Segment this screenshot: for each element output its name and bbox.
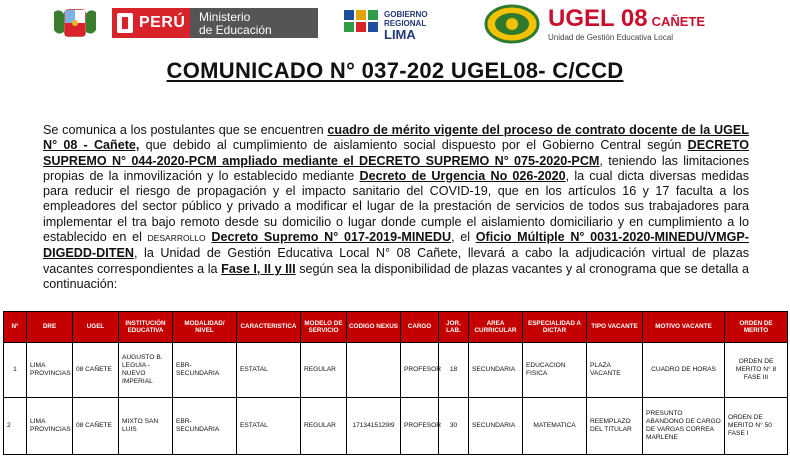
table-cell: 08 CAÑETE [73,398,119,455]
table-row [4,398,788,455]
table-cell: ESTATAL [237,343,301,398]
ugel-name: UGEL 08 [548,5,648,32]
table-cell: 2 [4,398,27,455]
table-cell: MATEMATICA [523,398,587,455]
header-cell: INSTITUCIÓN EDUCATIVA [119,312,173,343]
header-cell: MODALIDAD/ NIVEL [173,312,237,343]
table-cell: SECUNDARIA [469,398,523,455]
header-cell: DRE [27,312,73,343]
para-text-1: Se comunica a los postulantes que se encuentren [43,123,328,137]
para-bold-5: Oficio Múltiple N° 0031-2020-MINEDU/VMGP-DIGEDD-DITEN [43,230,749,261]
table-cell: 18 [439,343,469,398]
ministry-label [190,8,318,38]
peru-flag-icon [117,13,133,33]
table-cell: 1 [4,343,27,398]
regional-squares-icon [344,10,380,36]
ugel-emblem-icon [484,4,540,44]
header-cell: TIPO VACANTE [587,312,643,343]
table-cell: PROFESOR [401,398,439,455]
table-cell: ORDEN DE MERITO N° 8 FASE III [725,343,788,398]
header-cell: AREA CURRICULAR [469,312,523,343]
table-cell: EBR-SECUNDARIA [173,398,237,455]
para-text-4: , la cual dicta diversas medidas para reducir el riesgo de propagación y el impacto sanitario del COVID-19, que en los artículos 16 y 17 faculta a los empleadores del sector público y privado a modificar el lugar de la prestación de servicios de todos sus trabajadores para implementar el tra bajo remoto desde su domicilio o lugar donde cumple el aislamiento domiciliario y en cumplimiento a lo establecido en el [43,168,749,245]
table-cell: EBR-SECUNDARIA [173,343,237,398]
ministry-line-2: de Educación [199,23,272,37]
table-cell [347,343,401,398]
vacancies-table [3,311,788,455]
header-cell: UGEL [73,312,119,343]
para-bold-2: DECRETO SUPREMO N° 044-2020-PCM ampliado mediante el DECRETO SUPREMO N° 075-2020-PCM [43,138,749,168]
table-cell: REEMPLAZO DEL TITULAR [587,398,643,455]
para-bold-4: Decreto Supremo N° 017-2019-MINEDU [211,230,452,245]
table-cell: ORDEN DE MERITO N° 50 FASE I [725,398,788,455]
table-row [4,343,788,398]
announcement-paragraph [43,123,749,292]
table-cell: ESTATAL [237,398,301,455]
header-cell: ORDEN DE MERITO [725,312,788,343]
table-cell: 08 CAÑETE [73,343,119,398]
header-cell: N° [4,312,27,343]
header-cell: ESPECIALIDAD A DICTAR [523,312,587,343]
table-cell: CUADRO DE HORAS [643,343,725,398]
para-text-6: , el [451,230,476,245]
para-text-2: que debido al cumplimiento de aislamiento social dispuesto por el Gobierno Central según [139,138,688,153]
header-cell: MODELO DE SERVICIO [301,312,347,343]
table-cell: LIMA PROVINCIAS [27,343,73,398]
table-cell: REGULAR [301,398,347,455]
table-header-row [4,312,788,343]
para-bold-6: Fase I, II y III [221,261,296,276]
gobierno-regional-logo [344,8,454,42]
page-title: COMUNICADO N° 037-202 UGEL08- C/CCD [166,58,624,83]
gob-line-2: REGIONAL [384,19,427,28]
gob-line-1: GOBIERNO [384,10,428,19]
para-text-8: según sea la disponibilidad de plazas vacantes y al cronograma que se detalla a continuación: [43,261,749,291]
header-cell: CARACTERISTICA [237,312,301,343]
table-cell: PRESUNTO ABANDONO DE CARGO DE VARGAS CORREA MARLENE [643,398,725,455]
header-cell: CODIGO NEXUS [347,312,401,343]
ugel-city: CAÑETE [651,14,706,29]
table-cell: PROFESOR [401,343,439,398]
header-cell: CARGO [401,312,439,343]
para-text-3: , teniendo las limitaciones propias de la inmovilización y lo establecido mediante [43,153,749,183]
header-cell: MOTIVO VACANTE [643,312,725,343]
ugel-title [548,5,705,33]
table-cell: MIXTO SAN LUIS [119,398,173,455]
para-text-7: , la Unidad de Gestión Educativa Local N° 08 Cañete, llevará a cabo la adjudicación virtual de plazas vacantes correspondientes a la [43,246,749,276]
para-small-1: DESARROLLO [147,233,206,244]
peru-brand [112,8,190,38]
para-bold-1: cuadro de mérito vigente del proceso de contrato docente de la UGEL N° 08 - Cañete, [43,123,749,153]
gobierno-regional-text [384,10,428,41]
table-cell: PLAZA VACANTE [587,343,643,398]
table-cell: SECUNDARIA [469,343,523,398]
gob-line-3: LIMA [384,27,416,42]
table-cell: 30 [439,398,469,455]
header-logos [0,0,790,50]
table-cell: 1713415129I9 [347,398,401,455]
table-cell: EDUCACION FISICA [523,343,587,398]
para-bold-3: Decreto de Urgencia No 026-2020 [359,168,566,183]
table-cell: REGULAR [301,343,347,398]
table-cell: LIMA PROVINCIAS [27,398,73,455]
ugel-subtitle: Unidad de Gestión Educativa Local [548,33,673,42]
table-cell: AUGUSTO B. LEGUIA - NUEVO IMPERIAL [119,343,173,398]
peru-label: PERÚ [139,14,186,31]
peru-coat-of-arms-icon [50,6,100,40]
ministry-line-1: Ministerio [199,10,251,24]
header-cell: JOR. LAB. [439,312,469,343]
